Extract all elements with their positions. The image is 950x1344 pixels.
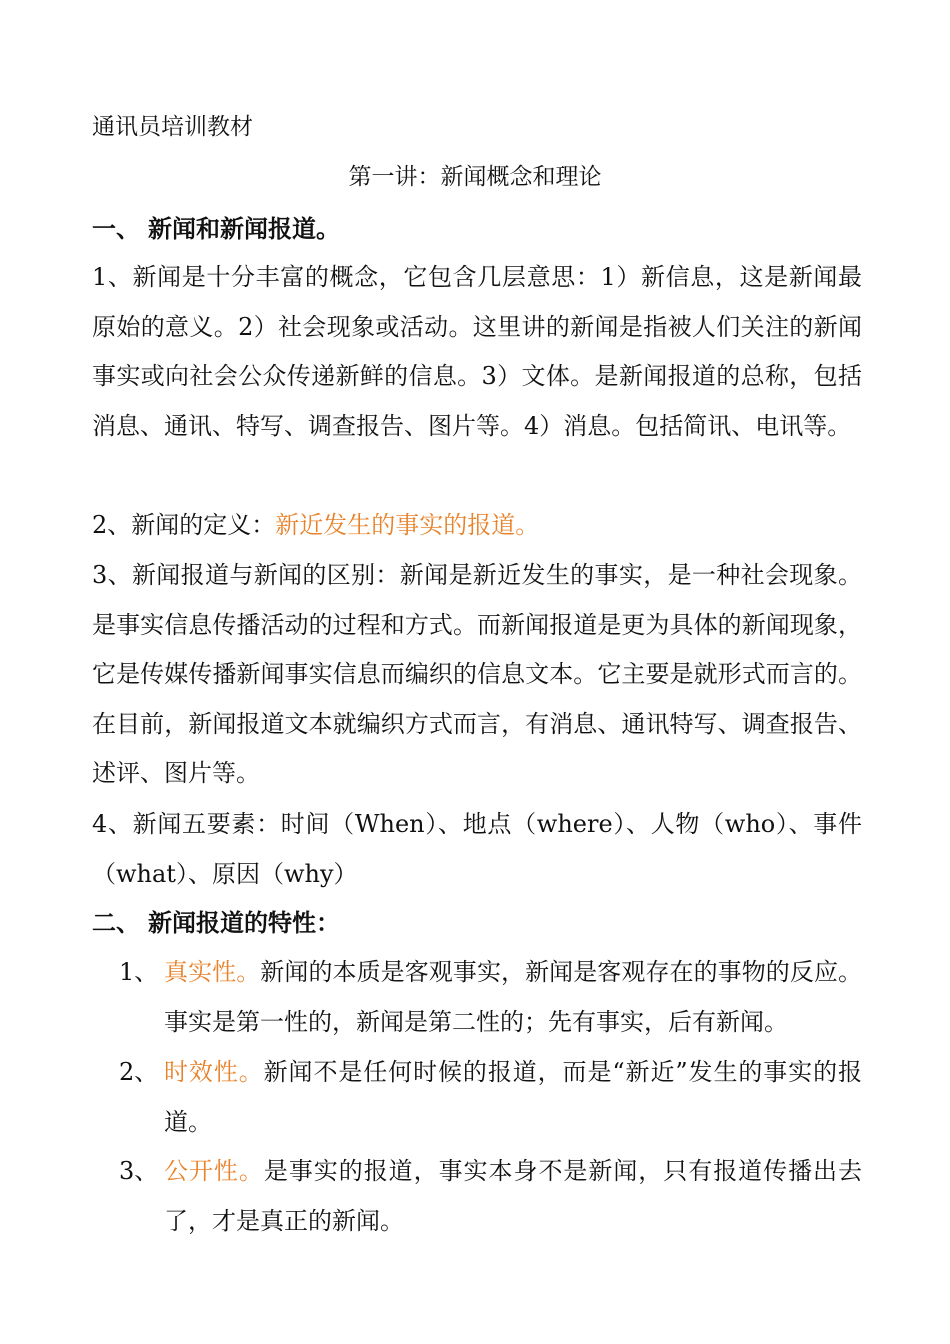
list-marker: 3、 (119, 1157, 159, 1185)
list-item-text: 新闻的本质是客观事实，新闻是客观存在的事物的反应。事实是第一性的，新闻是第二性的；先有事实，后有新闻。 (164, 958, 863, 1036)
list-item-authenticity (92, 948, 862, 1047)
list-item-text: 新闻不是任何时候的报道，而是“新近”发生的事实的报道。 (164, 1058, 862, 1136)
section-1-heading-text: 新闻和新闻报道。 (148, 214, 340, 243)
definition-label: 2、新闻的定义： (92, 511, 276, 539)
list-item-body (164, 1147, 862, 1246)
list-item-body (164, 948, 862, 1047)
list-item-text: 是事实的报道，事实本身不是新闻，只有报道传播出去了，才是真正的新闻。 (164, 1157, 863, 1235)
list-item-term: 真实性。 (164, 958, 261, 986)
section-1-number: 一、 (92, 214, 140, 243)
list-item-body (164, 1048, 862, 1147)
list-marker: 1、 (119, 958, 159, 986)
section-2-number: 二、 (92, 908, 140, 937)
paragraph-five-elements: 4、新闻五要素：时间（When）、地点（where）、人物（who）、事件（what）、原因（why） (92, 810, 862, 888)
document-title: 通讯员培训教材 (92, 114, 253, 140)
list-marker: 2、 (119, 1058, 159, 1086)
definition-highlight: 新近发生的事实的报道。 (275, 511, 540, 539)
section-2-heading (92, 905, 340, 941)
list-item-timeliness (92, 1048, 862, 1147)
paragraph-news-vs-reporting: 3、新闻报道与新闻的区别：新闻是新近发生的事实，是一种社会现象。是事实信息传播活动的过程和方式。而新闻报道是更为具体的新闻现象，它是传媒传播新闻事实信息而编织的信息文本。它主要是就形式而言的。在目前，新闻报道文本就编织方式而言，有消息、通讯特写、调查报告、述评、图片等。 (92, 561, 862, 788)
paragraph-news-concept: 1、新闻是十分丰富的概念，它包含几层意思：1）新信息，这是新闻最原始的意义。2）社会现象或活动。这里讲的新闻是指被人们关注的新闻事实或向社会公众传递新鲜的信息。3）文体。是新闻报道的总称，包括消息、通讯、特写、调查报告、图片等。4）消息。包括简讯、电讯等。 (92, 263, 862, 440)
list-item-openness (92, 1147, 862, 1246)
list-item-term: 公开性。 (164, 1157, 264, 1185)
section-1-heading (92, 211, 340, 247)
section-2-heading-text: 新闻报道的特性： (148, 908, 340, 937)
lecture-title: 第一讲：新闻概念和理论 (348, 164, 602, 190)
list-item-term: 时效性。 (164, 1058, 264, 1086)
paragraph-news-definition (92, 501, 862, 551)
